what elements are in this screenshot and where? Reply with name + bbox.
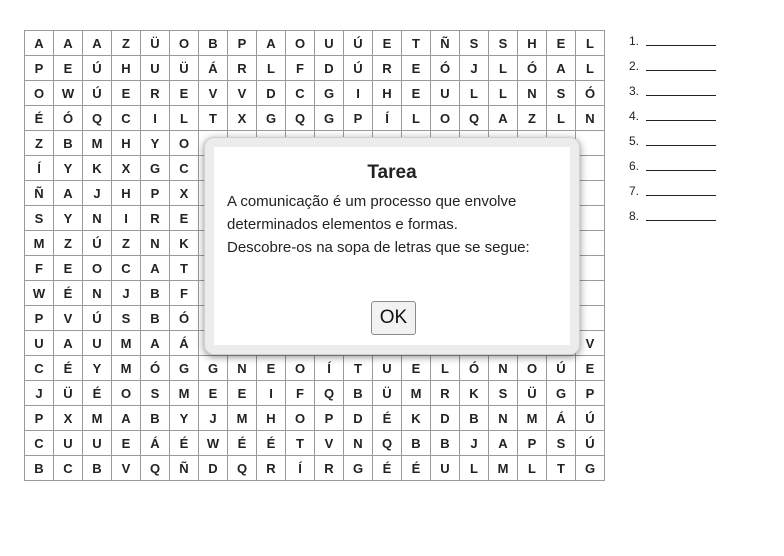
letter-cell[interactable]: Ü — [170, 56, 199, 81]
letter-cell[interactable]: Z — [25, 131, 54, 156]
letter-cell[interactable]: X — [54, 406, 83, 431]
task-dialog-body — [214, 147, 570, 345]
letter-cell[interactable]: A — [257, 31, 286, 56]
letter-cell[interactable]: E — [228, 381, 257, 406]
letter-cell[interactable]: M — [518, 406, 547, 431]
letter-cell[interactable]: P — [25, 56, 54, 81]
letter-cell[interactable]: G — [315, 106, 344, 131]
letter-cell[interactable]: S — [25, 206, 54, 231]
letter-cell[interactable]: Q — [228, 456, 257, 481]
letter-cell[interactable]: G — [547, 381, 576, 406]
grid-row — [25, 456, 605, 481]
letter-cell[interactable]: Ó — [431, 56, 460, 81]
letter-cell[interactable]: L — [402, 106, 431, 131]
letter-cell[interactable]: N — [489, 356, 518, 381]
letter-cell[interactable]: S — [112, 306, 141, 331]
letter-cell[interactable]: L — [257, 56, 286, 81]
letter-cell[interactable]: T — [402, 31, 431, 56]
letter-cell[interactable]: R — [373, 56, 402, 81]
letter-cell[interactable]: É — [83, 381, 112, 406]
letter-cell[interactable]: W — [25, 281, 54, 306]
letter-cell[interactable]: U — [141, 56, 170, 81]
letter-cell[interactable]: T — [286, 431, 315, 456]
letter-cell[interactable]: H — [112, 56, 141, 81]
letter-cell[interactable]: Á — [199, 56, 228, 81]
grid-row — [25, 356, 605, 381]
letter-cell[interactable]: V — [199, 81, 228, 106]
letter-cell[interactable]: Q — [141, 456, 170, 481]
answer-blank[interactable] — [646, 44, 716, 46]
letter-cell[interactable]: Ú — [83, 231, 112, 256]
letter-cell[interactable]: P — [25, 306, 54, 331]
letter-cell[interactable]: J — [460, 431, 489, 456]
letter-cell[interactable]: U — [431, 456, 460, 481]
letter-cell[interactable]: Í — [25, 156, 54, 181]
letter-cell[interactable]: F — [286, 381, 315, 406]
letter-cell[interactable]: Ú — [83, 306, 112, 331]
letter-cell[interactable]: E — [402, 56, 431, 81]
answer-item — [629, 209, 729, 234]
letter-cell[interactable]: M — [402, 381, 431, 406]
letter-cell[interactable]: H — [112, 181, 141, 206]
letter-cell[interactable]: E — [257, 356, 286, 381]
letter-cell[interactable]: M — [228, 406, 257, 431]
letter-cell[interactable]: M — [170, 381, 199, 406]
grid-row — [25, 381, 605, 406]
answer-list — [629, 34, 729, 234]
letter-cell[interactable]: R — [141, 81, 170, 106]
letter-cell[interactable]: U — [25, 331, 54, 356]
letter-cell[interactable]: R — [257, 456, 286, 481]
letter-cell[interactable]: G — [141, 156, 170, 181]
letter-cell[interactable]: C — [170, 156, 199, 181]
letter-cell[interactable]: J — [460, 56, 489, 81]
letter-cell[interactable]: E — [402, 356, 431, 381]
letter-cell[interactable]: Y — [170, 406, 199, 431]
letter-cell[interactable]: M — [25, 231, 54, 256]
letter-cell[interactable]: U — [83, 331, 112, 356]
letter-cell[interactable]: C — [25, 356, 54, 381]
letter-cell[interactable]: C — [112, 256, 141, 281]
letter-cell[interactable]: V — [54, 306, 83, 331]
letter-cell[interactable]: L — [460, 81, 489, 106]
letter-cell[interactable]: O — [25, 81, 54, 106]
letter-cell[interactable]: I — [141, 106, 170, 131]
letter-cell[interactable]: S — [547, 81, 576, 106]
answer-number: 3. — [629, 84, 640, 98]
letter-cell[interactable]: C — [25, 431, 54, 456]
letter-cell[interactable]: O — [286, 406, 315, 431]
letter-cell[interactable]: G — [315, 81, 344, 106]
answer-item — [629, 159, 729, 184]
letter-cell[interactable]: U — [431, 81, 460, 106]
letter-cell[interactable]: N — [228, 356, 257, 381]
letter-cell[interactable]: É — [54, 281, 83, 306]
letter-cell[interactable]: Í — [315, 356, 344, 381]
letter-cell[interactable]: S — [141, 381, 170, 406]
letter-cell[interactable]: T — [199, 106, 228, 131]
letter-cell[interactable]: O — [170, 31, 199, 56]
letter-cell[interactable]: A — [54, 331, 83, 356]
letter-cell[interactable]: Ó — [518, 56, 547, 81]
grid-row — [25, 56, 605, 81]
letter-cell[interactable]: I — [344, 81, 373, 106]
letter-cell[interactable]: Ú — [576, 406, 605, 431]
letter-cell[interactable]: O — [286, 356, 315, 381]
answer-item — [629, 184, 729, 209]
letter-cell[interactable]: K — [83, 156, 112, 181]
letter-cell[interactable]: K — [402, 406, 431, 431]
letter-cell[interactable]: D — [199, 456, 228, 481]
letter-cell[interactable]: E — [373, 31, 402, 56]
letter-cell[interactable]: É — [228, 431, 257, 456]
letter-cell[interactable]: E — [199, 381, 228, 406]
letter-cell[interactable]: V — [315, 431, 344, 456]
letter-cell[interactable]: P — [315, 406, 344, 431]
answer-item — [629, 84, 729, 109]
letter-cell[interactable]: D — [431, 406, 460, 431]
letter-cell[interactable]: U — [83, 431, 112, 456]
answer-blank[interactable] — [646, 144, 716, 146]
letter-cell[interactable]: A — [54, 181, 83, 206]
letter-cell[interactable]: Q — [373, 431, 402, 456]
letter-cell[interactable]: T — [344, 356, 373, 381]
letter-cell[interactable]: M — [83, 131, 112, 156]
letter-cell[interactable]: A — [141, 256, 170, 281]
letter-cell[interactable]: Ó — [460, 356, 489, 381]
letter-cell[interactable]: É — [54, 356, 83, 381]
grid-row — [25, 106, 605, 131]
letter-cell[interactable]: Á — [141, 431, 170, 456]
letter-cell[interactable]: H — [112, 131, 141, 156]
letter-cell[interactable]: J — [83, 181, 112, 206]
answer-blank[interactable] — [646, 194, 716, 196]
letter-cell[interactable]: K — [170, 231, 199, 256]
letter-cell[interactable]: A — [112, 406, 141, 431]
letter-cell[interactable]: K — [460, 381, 489, 406]
letter-cell[interactable]: U — [315, 31, 344, 56]
letter-cell[interactable]: L — [547, 106, 576, 131]
letter-cell[interactable]: É — [25, 106, 54, 131]
letter-cell[interactable]: H — [373, 81, 402, 106]
letter-cell[interactable]: Q — [460, 106, 489, 131]
letter-cell[interactable]: L — [576, 31, 605, 56]
answer-blank[interactable] — [646, 69, 716, 71]
letter-cell[interactable]: Ü — [518, 381, 547, 406]
letter-cell[interactable]: Q — [83, 106, 112, 131]
letter-cell[interactable]: Ó — [170, 306, 199, 331]
letter-cell[interactable]: F — [286, 56, 315, 81]
letter-cell[interactable]: G — [170, 356, 199, 381]
answer-number: 1. — [629, 34, 640, 48]
letter-cell[interactable]: P — [518, 431, 547, 456]
letter-cell[interactable]: A — [83, 31, 112, 56]
answer-number: 5. — [629, 134, 640, 148]
letter-cell[interactable]: Z — [112, 231, 141, 256]
letter-cell[interactable]: S — [547, 431, 576, 456]
letter-cell[interactable]: M — [83, 406, 112, 431]
grid-row — [25, 431, 605, 456]
letter-cell[interactable]: V — [112, 456, 141, 481]
letter-cell[interactable]: Ú — [83, 56, 112, 81]
letter-cell[interactable]: É — [257, 431, 286, 456]
letter-cell[interactable]: C — [112, 106, 141, 131]
letter-cell[interactable]: N — [489, 406, 518, 431]
letter-cell[interactable]: N — [344, 431, 373, 456]
letter-cell[interactable]: N — [83, 281, 112, 306]
letter-cell[interactable]: G — [344, 456, 373, 481]
letter-cell[interactable]: T — [547, 456, 576, 481]
answer-number: 7. — [629, 184, 640, 198]
letter-cell[interactable]: É — [373, 406, 402, 431]
letter-cell[interactable]: Y — [83, 356, 112, 381]
letter-cell[interactable]: E — [576, 356, 605, 381]
answer-item — [629, 109, 729, 134]
letter-cell[interactable]: D — [257, 81, 286, 106]
answer-blank[interactable] — [646, 94, 716, 96]
letter-cell[interactable]: T — [170, 256, 199, 281]
letter-cell[interactable]: E — [112, 81, 141, 106]
letter-cell[interactable]: B — [460, 406, 489, 431]
letter-cell[interactable]: B — [344, 381, 373, 406]
letter-cell[interactable]: Ú — [83, 81, 112, 106]
letter-cell[interactable]: J — [199, 406, 228, 431]
letter-cell[interactable]: J — [112, 281, 141, 306]
letter-cell[interactable]: O — [431, 106, 460, 131]
letter-cell[interactable]: O — [170, 131, 199, 156]
letter-cell[interactable]: E — [112, 431, 141, 456]
letter-cell[interactable]: Ü — [141, 31, 170, 56]
letter-cell[interactable]: M — [489, 456, 518, 481]
letter-cell[interactable]: B — [141, 406, 170, 431]
letter-cell[interactable]: L — [489, 81, 518, 106]
letter-cell[interactable]: L — [489, 56, 518, 81]
letter-cell[interactable]: F — [170, 281, 199, 306]
letter-cell[interactable]: C — [286, 81, 315, 106]
letter-cell[interactable]: B — [199, 31, 228, 56]
ok-button[interactable]: OK — [371, 301, 416, 335]
letter-cell[interactable]: B — [431, 431, 460, 456]
grid-row — [25, 406, 605, 431]
letter-cell[interactable]: Q — [315, 381, 344, 406]
letter-cell[interactable]: Ú — [547, 356, 576, 381]
answer-number: 6. — [629, 159, 640, 173]
letter-cell[interactable]: S — [460, 31, 489, 56]
letter-cell[interactable]: A — [141, 331, 170, 356]
letter-cell[interactable]: L — [170, 106, 199, 131]
letter-cell[interactable]: S — [489, 381, 518, 406]
letter-cell[interactable]: E — [170, 206, 199, 231]
letter-cell[interactable]: C — [54, 456, 83, 481]
letter-cell[interactable]: H — [257, 406, 286, 431]
letter-cell[interactable]: Ñ — [431, 31, 460, 56]
letter-cell[interactable]: I — [112, 206, 141, 231]
answer-blank[interactable] — [646, 169, 716, 171]
letter-cell[interactable]: Z — [518, 106, 547, 131]
letter-cell[interactable]: N — [83, 206, 112, 231]
letter-cell[interactable]: E — [54, 256, 83, 281]
letter-cell[interactable]: N — [576, 106, 605, 131]
letter-cell[interactable]: Y — [54, 156, 83, 181]
letter-cell[interactable]: X — [112, 156, 141, 181]
letter-cell[interactable]: B — [141, 281, 170, 306]
answer-number: 2. — [629, 59, 640, 73]
letter-cell[interactable]: A — [489, 431, 518, 456]
dialog-message-instruction: Descobre-os na sopa de letras que se segue: — [227, 239, 530, 256]
letter-cell[interactable]: R — [431, 381, 460, 406]
letter-cell[interactable]: G — [257, 106, 286, 131]
letter-cell[interactable]: Z — [112, 31, 141, 56]
letter-cell[interactable]: A — [547, 56, 576, 81]
letter-cell[interactable]: P — [25, 406, 54, 431]
letter-cell[interactable]: M — [112, 331, 141, 356]
answer-item — [629, 134, 729, 159]
letter-cell[interactable]: A — [489, 106, 518, 131]
letter-cell[interactable]: O — [286, 31, 315, 56]
letter-cell[interactable]: U — [54, 431, 83, 456]
letter-cell[interactable]: O — [83, 256, 112, 281]
letter-cell[interactable]: U — [373, 356, 402, 381]
letter-cell[interactable]: V — [228, 81, 257, 106]
letter-cell[interactable]: X — [170, 181, 199, 206]
letter-cell[interactable]: Ñ — [170, 456, 199, 481]
letter-cell[interactable]: X — [228, 106, 257, 131]
letter-cell[interactable]: L — [576, 56, 605, 81]
letter-cell[interactable]: B — [402, 431, 431, 456]
letter-cell[interactable]: P — [344, 106, 373, 131]
grid-row — [25, 31, 605, 56]
letter-cell[interactable]: É — [373, 456, 402, 481]
letter-cell[interactable]: É — [402, 456, 431, 481]
letter-cell[interactable]: D — [315, 56, 344, 81]
letter-cell[interactable]: J — [25, 381, 54, 406]
letter-cell[interactable]: É — [170, 431, 199, 456]
letter-cell[interactable]: Í — [286, 456, 315, 481]
letter-cell[interactable]: B — [141, 306, 170, 331]
letter-cell[interactable]: H — [518, 31, 547, 56]
letter-cell[interactable]: N — [518, 81, 547, 106]
letter-cell[interactable]: Ü — [373, 381, 402, 406]
letter-cell[interactable]: Í — [373, 106, 402, 131]
grid-row — [25, 81, 605, 106]
letter-cell[interactable]: E — [170, 81, 199, 106]
letter-cell[interactable]: G — [199, 356, 228, 381]
letter-cell[interactable]: D — [344, 406, 373, 431]
letter-cell[interactable]: Ú — [344, 31, 373, 56]
letter-cell[interactable]: A — [25, 31, 54, 56]
letter-cell[interactable]: P — [576, 381, 605, 406]
letter-cell[interactable]: Q — [286, 106, 315, 131]
letter-cell[interactable]: W — [54, 81, 83, 106]
answer-blank[interactable] — [646, 219, 716, 221]
letter-cell[interactable]: G — [576, 456, 605, 481]
dialog-message-intro: A comunicação é um processo que envolve determinados elementos e formas. — [227, 193, 517, 233]
letter-cell[interactable]: Ñ — [25, 181, 54, 206]
letter-cell[interactable]: V — [576, 331, 605, 356]
letter-cell[interactable]: S — [489, 31, 518, 56]
letter-cell[interactable]: R — [141, 206, 170, 231]
letter-cell[interactable]: E — [54, 56, 83, 81]
letter-cell[interactable]: Ó — [141, 356, 170, 381]
letter-cell[interactable]: F — [25, 256, 54, 281]
letter-cell[interactable]: I — [257, 381, 286, 406]
letter-cell[interactable]: M — [112, 356, 141, 381]
answer-item — [629, 59, 729, 84]
letter-cell[interactable]: W — [199, 431, 228, 456]
letter-cell[interactable]: R — [315, 456, 344, 481]
task-dialog — [204, 137, 580, 355]
letter-cell[interactable]: R — [228, 56, 257, 81]
letter-cell[interactable]: E — [402, 81, 431, 106]
letter-cell[interactable]: L — [518, 456, 547, 481]
letter-cell[interactable]: B — [54, 131, 83, 156]
letter-cell[interactable]: Á — [547, 406, 576, 431]
answer-number: 8. — [629, 209, 640, 223]
dialog-title: Tarea — [367, 162, 417, 183]
letter-cell[interactable]: Ü — [54, 381, 83, 406]
letter-cell[interactable]: A — [54, 31, 83, 56]
letter-cell[interactable]: Ó — [54, 106, 83, 131]
letter-cell[interactable]: Ú — [576, 431, 605, 456]
answer-number: 4. — [629, 109, 640, 123]
letter-cell[interactable]: L — [431, 356, 460, 381]
letter-cell[interactable]: Ó — [576, 81, 605, 106]
letter-cell[interactable]: B — [83, 456, 112, 481]
letter-cell[interactable]: L — [460, 456, 489, 481]
letter-cell[interactable]: E — [547, 31, 576, 56]
answer-blank[interactable] — [646, 119, 716, 121]
letter-cell[interactable]: B — [25, 456, 54, 481]
letter-cell[interactable]: Y — [54, 206, 83, 231]
letter-cell[interactable]: N — [141, 231, 170, 256]
answer-item — [629, 34, 729, 59]
letter-cell[interactable]: O — [518, 356, 547, 381]
letter-cell[interactable]: P — [141, 181, 170, 206]
letter-cell[interactable]: Á — [170, 331, 199, 356]
letter-cell[interactable]: Z — [54, 231, 83, 256]
letter-cell[interactable]: O — [112, 381, 141, 406]
letter-cell[interactable]: P — [228, 31, 257, 56]
letter-cell[interactable]: Y — [141, 131, 170, 156]
letter-cell[interactable]: Ú — [344, 56, 373, 81]
